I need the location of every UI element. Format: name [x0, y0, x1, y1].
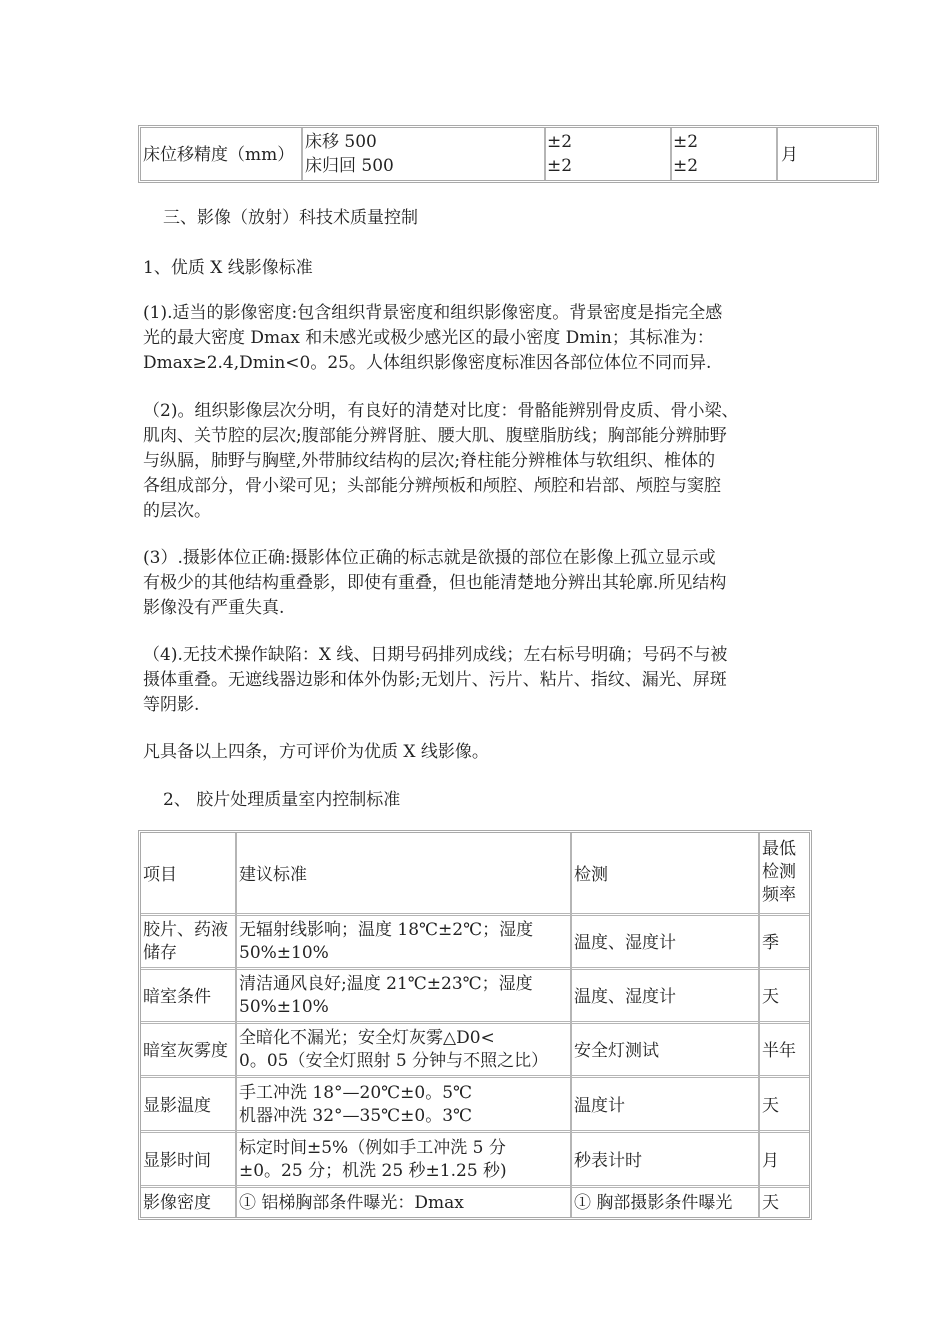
column-divider — [544, 128, 546, 180]
table-cell: ±0。25 分；机洗 25 秒±1.25 秒) — [239, 1161, 507, 1181]
table-cell: ±2 — [547, 132, 573, 152]
table-cell: 胶片、药液 — [143, 920, 228, 940]
paragraph-line: （2)。组织影像层次分明，有良好的清楚对比度：骨骼能辨别骨皮质、骨小梁、 — [143, 401, 739, 421]
table-cell: 温度、湿度计 — [574, 987, 676, 1007]
paragraph-line: 光的最大密度 Dmax 和未感光或极少感光区的最小密度 Dmin；其标准为： — [143, 328, 714, 348]
table-header: 项目 — [143, 865, 177, 885]
paragraph-line: (3）.摄影体位正确:摄影体位正确的标志就是欲摄的部位在影像上孤立显示或 — [143, 548, 716, 568]
table-cell: 全暗化不漏光；安全灯灰雾△D0< — [239, 1028, 495, 1048]
paragraph-line: 有极少的其他结构重叠影，即使有重叠，但也能清楚地分辨出其轮廓.所见结构 — [143, 573, 727, 593]
table-cell: 机器冲洗 32°—35℃±0。3℃ — [239, 1106, 473, 1126]
table-cell: 月 — [781, 145, 798, 165]
paragraph-line: 等阴影. — [143, 695, 200, 715]
table-header: 检测 — [574, 865, 608, 885]
table-cell: ±2 — [673, 156, 699, 176]
table-cell: 暗室灰雾度 — [143, 1041, 228, 1061]
table-cell: 标定时间±5%（例如手工冲洗 5 分 — [239, 1138, 506, 1158]
table-cell: 天 — [762, 1193, 779, 1213]
table-cell: 床移 500 — [305, 132, 377, 152]
table-cell: ① 胸部摄影条件曝光 — [574, 1193, 733, 1213]
paragraph-line: 摄体重叠。无遮线器边影和体外伪影;无划片、污片、粘片、指纹、漏光、屏斑 — [143, 670, 727, 690]
subtitle: 1、优质 X 线影像标准 — [143, 258, 313, 278]
table-cell: 天 — [762, 1096, 779, 1116]
table-cell: 秒表计时 — [574, 1151, 642, 1171]
column-divider — [301, 128, 303, 180]
table-header: 最低 — [762, 839, 796, 859]
table-cell: 显影温度 — [143, 1096, 211, 1116]
row-divider — [141, 913, 809, 916]
table-cell: 清洁通风良好;温度 21℃±23℃；湿度 — [239, 974, 533, 994]
column-divider — [776, 128, 778, 180]
table-cell: 手工冲洗 18°—20℃±0。5℃ — [239, 1083, 473, 1103]
table-cell: 天 — [762, 987, 779, 1007]
table-cell: 50%±10% — [239, 943, 329, 963]
paragraph-line: 的层次。 — [143, 501, 211, 521]
table-cell: 月 — [762, 1151, 779, 1171]
table-cell: 50%±10% — [239, 997, 329, 1017]
paragraph-line: (1).适当的影像密度:包含组织背景密度和组织影像密度。背景密度是指完全感 — [143, 303, 723, 323]
paragraph-line: （4).无技术操作缺陷：X 线、日期号码排列成线；左右标号明确；号码不与被 — [143, 645, 728, 665]
table-header: 检测 — [762, 862, 796, 882]
paragraph-line: 各组成部分，骨小梁可见；头部能分辨颅板和颅腔、颅腔和岩部、颅腔与窦腔 — [143, 476, 721, 496]
table-cell: ① 铝梯胸部条件曝光：Dmax — [239, 1193, 464, 1213]
film-processing-table — [138, 830, 812, 1220]
table-cell: 显影时间 — [143, 1151, 211, 1171]
paragraph-line: Dmax≥2.4,Dmin<0。25。人体组织影像密度标准因各部位体位不同而异. — [143, 353, 712, 373]
table-cell: 0。05（安全灯照射 5 分钟与不照之比） — [239, 1051, 549, 1071]
row-divider — [141, 1130, 809, 1133]
paragraph-line: 肌肉、关节腔的层次;腹部能分辨肾脏、腰大肌、腹壁脂肪线；胸部能分辨肺野 — [143, 426, 727, 446]
paragraph-line: 与纵膈，肺野与胸壁,外带肺纹结构的层次;脊柱能分辨椎体与软组织、椎体的 — [143, 451, 716, 471]
table-cell: 储存 — [143, 943, 177, 963]
table-cell: 床归回 500 — [305, 156, 394, 176]
table-label: 床位移精度（mm） — [143, 145, 295, 165]
row-divider — [141, 1021, 809, 1024]
paragraph-line: 凡具备以上四条，方可评价为优质 X 线影像。 — [143, 742, 489, 762]
table-header: 建议标准 — [239, 865, 307, 885]
row-divider — [141, 1185, 809, 1188]
table-cell: ±2 — [547, 156, 573, 176]
column-divider — [670, 128, 672, 180]
table-cell: 温度、湿度计 — [574, 933, 676, 953]
table-cell: 半年 — [762, 1041, 796, 1061]
subtitle: 2、 胶片处理质量室内控制标准 — [163, 790, 401, 810]
table-header: 频率 — [762, 885, 796, 905]
section-title: 三、影像（放射）科技术质量控制 — [163, 208, 418, 228]
row-divider — [141, 1075, 809, 1078]
paragraph-line: 影像没有严重失真. — [143, 598, 285, 618]
bed-precision-table — [138, 125, 879, 183]
table-cell: 温度计 — [574, 1096, 625, 1116]
table-cell: 暗室条件 — [143, 987, 211, 1007]
table-cell: 影像密度 — [143, 1193, 211, 1213]
table-cell: ±2 — [673, 132, 699, 152]
column-divider — [570, 833, 572, 1217]
row-divider — [141, 967, 809, 970]
column-divider — [758, 833, 760, 1217]
column-divider — [235, 833, 237, 1217]
table-cell: 季 — [762, 933, 779, 953]
table-cell: 安全灯测试 — [574, 1041, 659, 1061]
table-cell: 无辐射线影响；温度 18℃±2℃；湿度 — [239, 920, 534, 940]
